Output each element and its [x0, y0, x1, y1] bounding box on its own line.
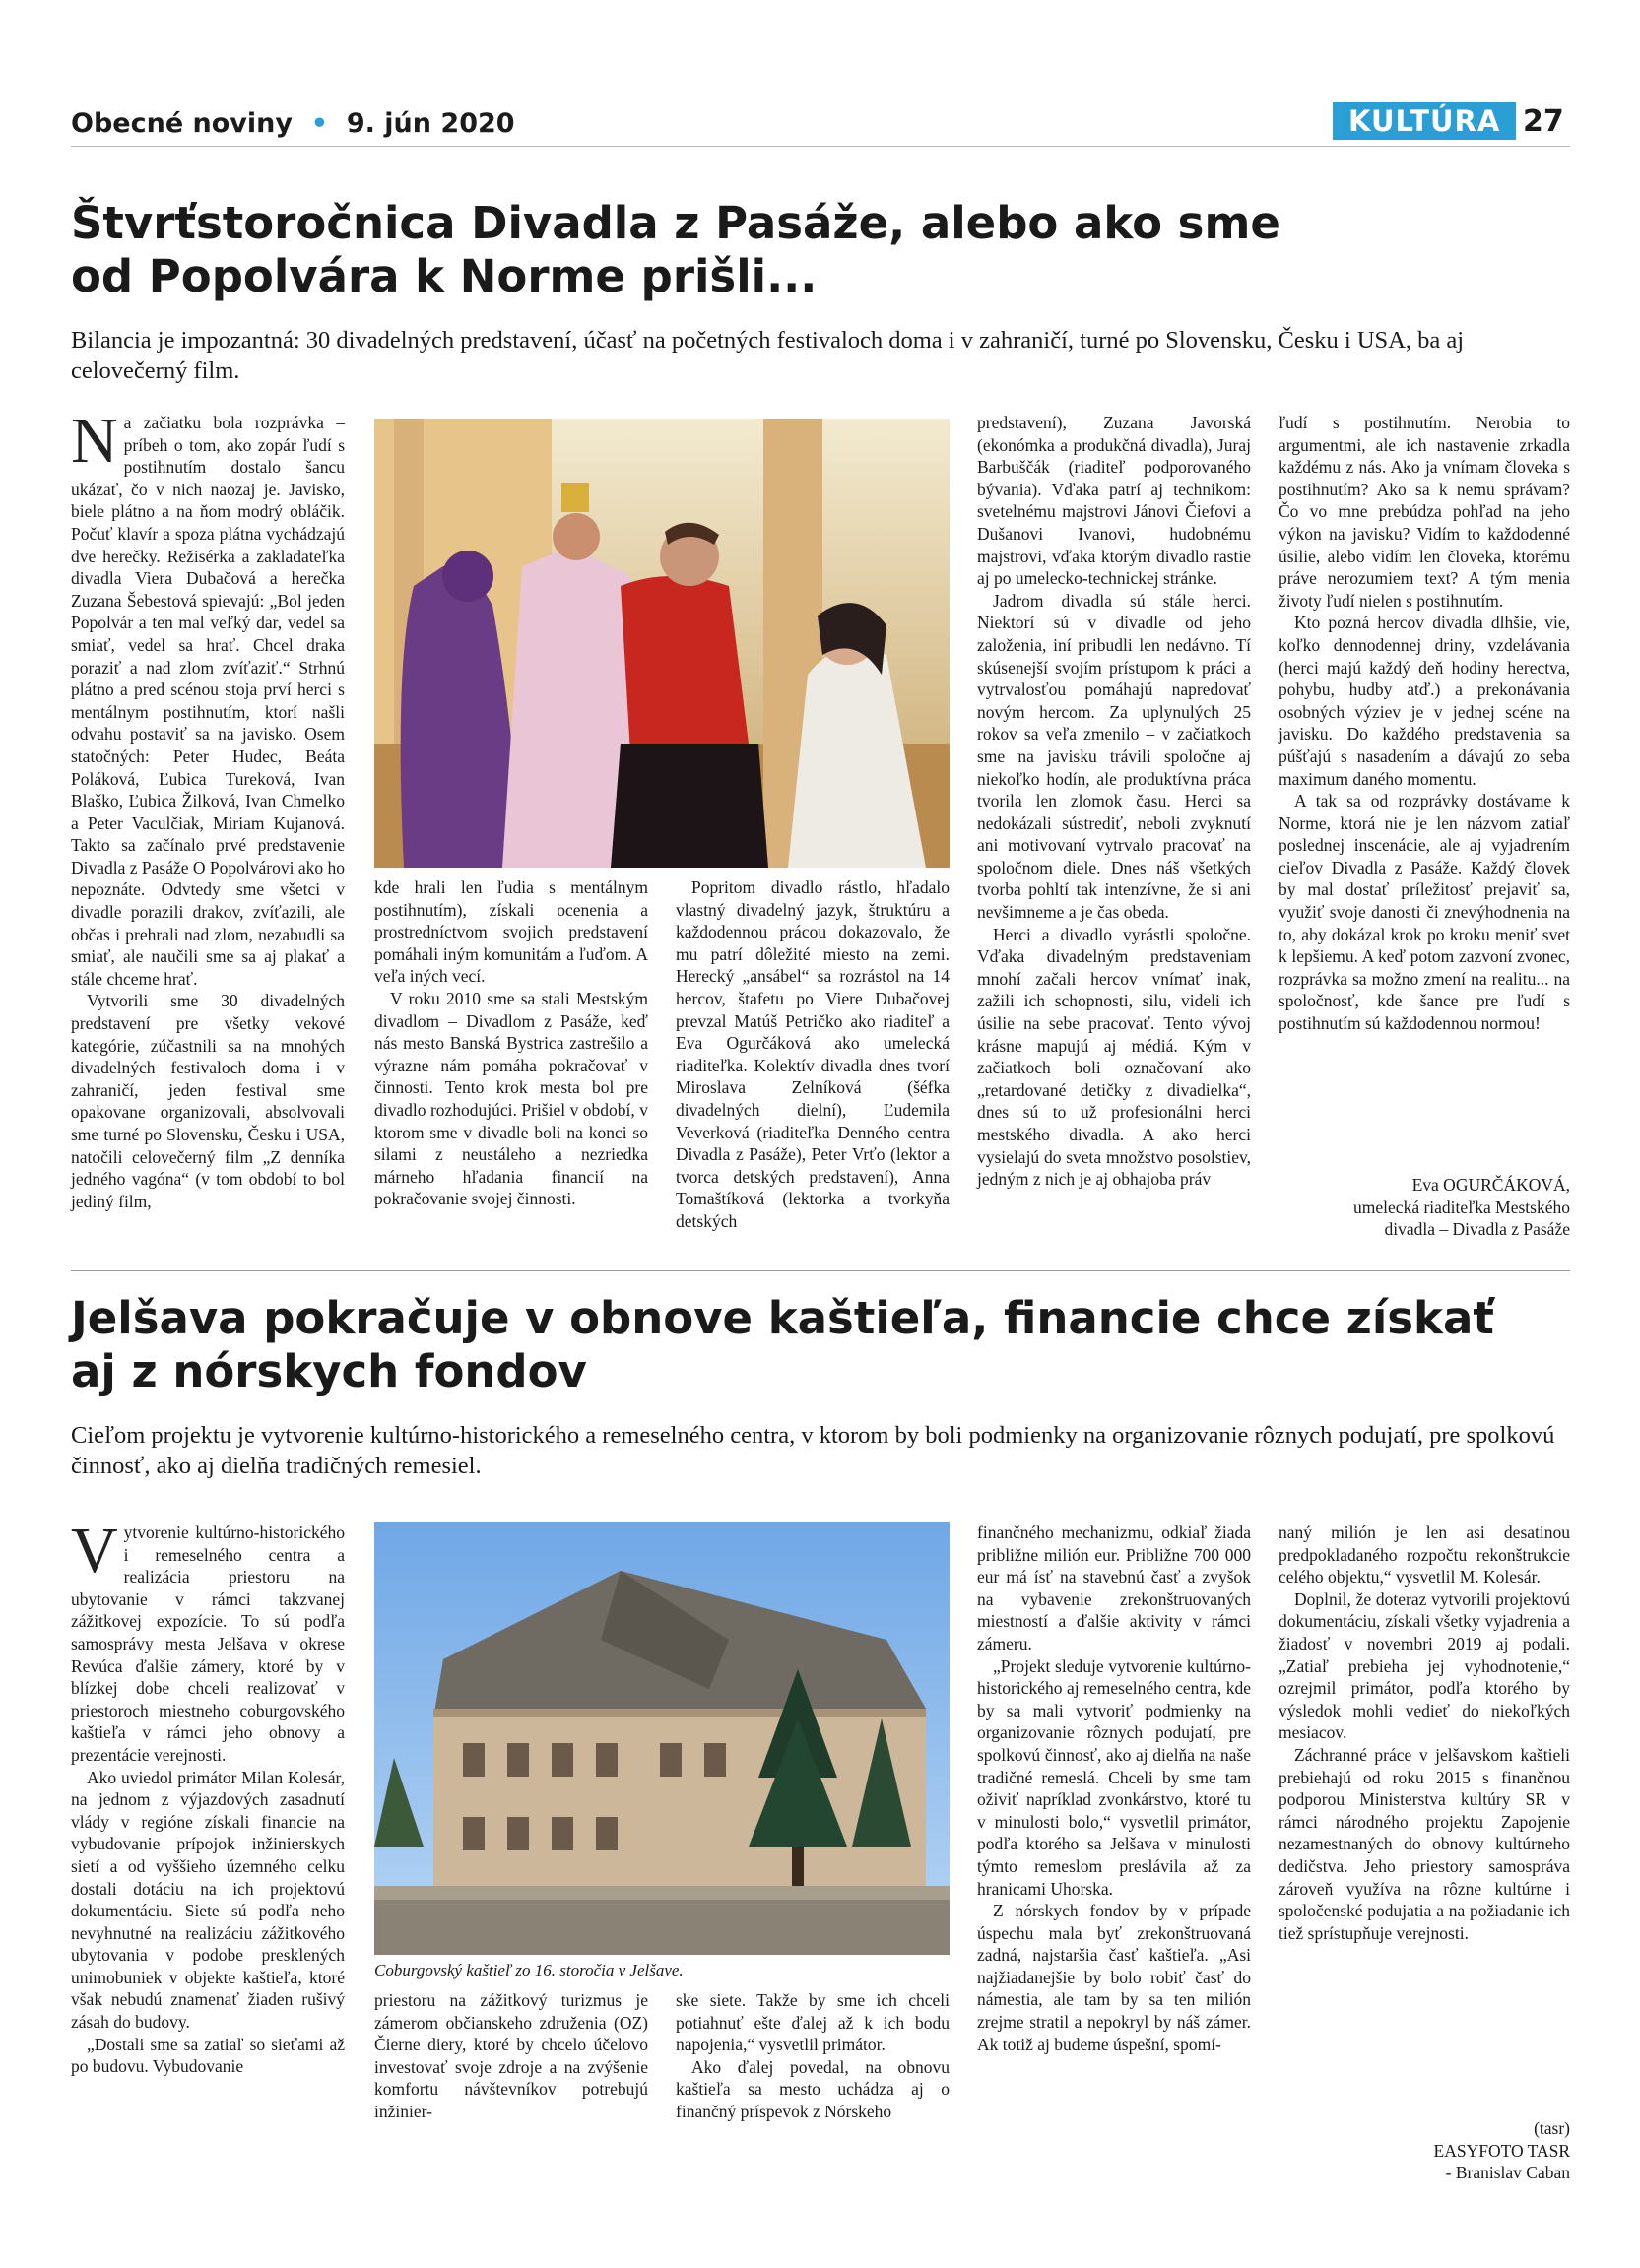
article2-signature: [1279, 2117, 1570, 2184]
paragraph: Popritom divadlo rástlo, hľadalo vlastný divadelný jazyk, štruktúru a každodennou prácou dokazovalo, že mu patrí dôležité miesto na zemi. Herecký „ansábel“ sa rozrástol na 14 hercov, štafetu po Viere Dubačovej prevzal Matúš Petričko ako riaditeľ a Eva Ogurčáková ako umelecká riaditeľka. Kolektív divadla dnes tvorí Miroslava Zelníková (šéfka divadelných dielní), Ľudemila Veverková (riaditeľka Denného centra Divadla z Pasáže), Peter Vrťo (lektor a tvorca detských predstavení), Anna Tomaštíková (lektorka a tvorkyňa detských: [676, 877, 950, 1231]
page-number: 27: [1523, 104, 1564, 139]
separator-dot: •: [301, 108, 338, 139]
paragraph: ytvorenie kultúrno-historického i remeselného centra a realizácia priestoru na ubytovanie v rámci takzvanej zážitkovej expozície. To sú podľa samosprávy mesta Jelšava v okrese Revúca ďalšie zámery, ktoré by v blízkej dobe chceli realizovať v priestoroch miestneho coburgovského kaštieľa v rámci jeho obnovy a prezentácie verejnosti.: [71, 1523, 345, 1765]
paragraph: Ako ďalej povedal, na obnovu kaštieľa sa mesto uchádza aj o finančný príspevok z Nórskeho: [676, 2056, 950, 2121]
article2-lead: Cieľom projektu je vytvorenie kultúrno-historického a remeselného centra, v ktorom by boli podmienky na organizovanie rôznych podujatí, pre spolkovú činnosť, ako aj dielňa tradičných remesiel.: [71, 1422, 1555, 1479]
photo-credit: EASYFOTO TASR: [1433, 2140, 1570, 2161]
author-role: umelecká riaditeľka Mestského: [1353, 1197, 1570, 1217]
paragraph: Záchranné práce v jelšavskom kaštieli prebiehajú od roku 2015 s finančnou podporou Ministerstva kultúry SR v rámci národného projektu Zapojenie nezamestnaných do obnovy kultúrneho dedičstva. Jeho priestory samospráva zároveň využíva na rôzne kultúrne i spoločenské podujatia a na požiadanie ich tiež sprístupňuje verejnosti.: [1279, 1744, 1570, 1943]
paragraph: Vytvorili sme 30 divadelných predstavení pre všetky vekové kategórie, zúčastnili sa na mnohých divadelných festivaloch doma i v zahraničí, jeden festival sme opakovane organizovali, absolvovali sme turné po Slovensku, Česku i USA, natočili celovečerný film „Z denníka jedného vagóna“ (v tom období to bol jediný film,: [71, 991, 345, 1211]
paragraph: Jadrom divadla sú stále herci. Niektorí sú v divadle od jeho založenia, iní pribudli len nedávno. Tí skúsenejší svojím prístupom k práci a vytrvalosťou pomáhajú napredovať novým hercom. Za uplynulých 25 rokov sa veľa zmenilo – v začiatkoch sme na javisku trávili spoločne aj niekoľko hodín, ale produktívna práca tvorila len zlomok času. Herci sa nedokázali sústrediť, neboli zvyknutí ani motivovaní vytrvalo pracovať na spoločnom diele. Dnes náš všetkých tvorba pohltí tak intenzívne, že si ani nevšimneme a je čas obeda.: [977, 590, 1251, 923]
article2-column-4: [977, 1522, 1251, 2055]
article1-title: Štvrťstoročnica Divadla z Pasáže, alebo ako sme od Popolvára k Norme prišli...: [71, 197, 1280, 302]
theatre-photo: [374, 419, 950, 868]
article2-drop-cap: V: [71, 1515, 118, 1587]
paragraph: V roku 2010 sme sa stali Mestským divadlom – Divadlom z Pasáže, keď nás mesto Banská Bystrica zastrešilo a výrazne nám pomáha pokračovať v činnosti. Tento krok mesta bol pre divadlo rozhodujúci. Prišiel v období, v ktorom sme v divadle boli na konci so silami z neustáleho a nezriedka márneho hľadania financií na pokračovanie svojej činnosti.: [374, 988, 648, 1209]
photographer-name: - Branislav Caban: [1445, 2163, 1570, 2183]
article1-column-3: [676, 876, 950, 1233]
paragraph: priestoru na zážitkový turizmus je zámerom občianskeho združenia (OZ) Čierne diery, ktoré by chcelo účelovo investovať svoje zdroje a na zvýšenie komfortu návštevníkov potrebujú inžinier-: [374, 1990, 648, 2121]
article2-column-3: [676, 1989, 950, 2123]
article1-column-5: [1279, 412, 1570, 1035]
paragraph: ľudí s postihnutím. Nerobia to argumentmi, ale ich nastavenie zrkadla každému z nás. Ako ja vnímam človeka s postihnutím? Ako sa k nemu správam? Čo vo mne prebúdza pohľad na jeho výkon na javisku? Vidím to každodenné úsilie, alebo vidím len človeka, ktorému práve nerozumiem text? A tým menia životy ľudí nielen s postihnutím.: [1279, 413, 1570, 611]
header-rule: [71, 146, 1570, 147]
paragraph: naný milión je len asi desatinou predpokladaného rozpočtu rekonštrukcie celého objektu,“ vysvetlil M. Kolesár.: [1279, 1523, 1570, 1588]
paragraph: finančného mechanizmu, odkiaľ žiada približne milión eur. Približne 700 000 eur má ísť na stavebnú časť a zvyšok na vybavenie zrekonštruovaných miestností a ďalšie aktivity v rámci zámeru.: [977, 1523, 1251, 1653]
paragraph: Kto pozná hercov divadla dlhšie, vie, koľko dennodennej driny, vzdelávania (herci majú každý deň hodiny herectva, pohybu, hudby atď.) a prekonávania osobných výziev je v jednej scéne na javisku. Do každého predstavenia sa púšťajú s nasadením a dávajú zo seba maximum daného momentu.: [1279, 613, 1570, 789]
paragraph: kde hrali len ľudia s mentálnym postihnutím), získali ocenenia a prostredníctvom svojich predstavení pomáhali iným komunitám a ľuďom. A veľa iných vecí.: [374, 877, 648, 987]
article1-signature: [1279, 1174, 1570, 1241]
paragraph: Z nórskych fondov by v prípade úspechu mala byť zrekonštruovaná zadná, najstaršia časť kaštieľa. „Asi najžiadanejšie by bolo robiť časť do námestia, ale tam by sa ten milión zrejme stratil a nepokryl by náš zámer. Ak totiž aj budeme úspešní, spomí-: [977, 1901, 1251, 2054]
section-label: KULTÚRA: [1333, 102, 1516, 140]
paragraph: „Dostali sme sa zatiaľ so sieťami až po budovu. Vybudovanie: [71, 2034, 345, 2077]
author-organization: divadla – Divadla z Pasáže: [1384, 1219, 1570, 1240]
article1-column-1: [71, 405, 345, 1212]
article1-drop-cap: N: [71, 405, 118, 477]
article1-column-2: [374, 876, 648, 1210]
paragraph: Doplnil, že doteraz vytvorili projektovú dokumentáciu, získali všetky vyjadrenia a žiadosť v novembri 2019 aj podali. „Zatiaľ prebieha jej vyhodnotenie,“ ozrejmil primátor, podľa ktorého by výsledok mohli vedieť do niekoľkých mesiacov.: [1279, 1588, 1570, 1743]
theatre-photo-image: [374, 419, 950, 868]
article2-title: Jelšava pokračuje v obnove kaštieľa, financie chce získať aj z nórskych fondov: [71, 1292, 1494, 1397]
article2-column-1: [71, 1515, 345, 2078]
article2-column-5: [1279, 1522, 1570, 1944]
paragraph: ske siete. Takže by sme ich chceli potiahnuť ešte ďalej až k ich bodu napojenia,“ vysvetlil primátor.: [676, 1990, 950, 2055]
paper-name: Obecné noviny: [71, 108, 293, 139]
paragraph: „Projekt sleduje vytvorenie kultúrno-historického aj remeselného centra, kde by sa mali vytvoriť podmienky na organizovanie rôznych podujatí, pre spolkovú činnosť, ako aj dielňa na naše tradičné remeslá. Chceli by sme tam oživiť napríklad zvonkárstvo, ktoré tu v minulosti bolo,“ vysvetlil primátor, podľa ktorého sa Jelšava v minulosti týmto remeslom preslávila až za hranicami Uhorska.: [977, 1655, 1251, 1899]
issue-date: 9. jún 2020: [346, 108, 515, 139]
article-divider: [71, 1270, 1570, 1271]
masthead: [71, 108, 515, 139]
paragraph: A tak sa od rozprávky dostávame k Norme, ktorá nie je len názvom zatiaľ poslednej inscenácie, ale aj vyjadrením cieľov Divadla z Pasáže. Každý človek by mal dostať príležitosť prejaviť sa, využiť svoje danosti či znevýhodnenia na to, aby dokázal krok po kroku meniť svet k lepšiemu. A keď potom zazvoní zvonec, rozprávka sa možno zmení na realitu... na spoločnosť, kde šance pre ľudí s postihnutím sú každodennou normou!: [1279, 791, 1570, 1034]
article1-lead: Bilancia je impozantná: 30 divadelných predstavení, účasť na početných festivaloch doma i v zahraničí, turné po Slovensku, Česku i USA, ba aj celovečerný film.: [71, 327, 1465, 384]
article2-column-2: [374, 1989, 648, 2123]
manor-photo: [374, 1522, 950, 1955]
paragraph: Herci a divadlo vyrástli spoločne. Vďaka divadelným predstaveniam mnohí začali hercov vnímať inak, zažili ich schopnosti, silu, videli ich úsilie na sebe pracovať. Tento vývoj krásne mapujú aj médiá. Kým v začiatkoch boli označovaní ako „retardované detičky z divadielka“, dnes sú to už profesionálni herci mestského divadla. A ako herci vysielajú do sveta množstvo posolstiev, jedným z nich je aj obhajoba práv: [977, 924, 1251, 1190]
paragraph: a začiatku bola rozprávka – príbeh o tom, ako zopár ľudí s postihnutím dostalo šancu ukázať, čo v nich naozaj je. Javisko, biele plátno a na ňom modrý obláčik. Počuť klavír a spoza plátna vychádzajú dve herečky. Režisérka a zakladateľka divadla Viera Dubačová a herečka Zuzana Šebestová spievajú: „Bol jeden Popolvár a ten mal veľký dar, vedel sa smiať, vedel sa hrať. Chcel draka poraziť a nad zlom zvíťaziť.“ Strhnú plátno a pred scénou stoja prví herci s mentálnym postihnutím, ktorí našli odvahu postaviť sa na javisko. Osem statočných: Peter Hudec, Beáta Poláková, Ľubica Tureková, Ivan Blaško, Ľubica Žilková, Ivan Chmelko a Peter Vaculčiak, Miriam Kujanová. Takto sa začínalo prvé predstavenie Divadla z Pasáže O Popolvárovi ako ho nepoznáte. Odvtedy sme všetci v divadle porazili drakov, zvíťazili, ale občas i prehrali nad zlom, nezabudli sa smiať, ale naučili sme sa aj plakať a stále chceme hrať.: [71, 413, 345, 989]
author-name: Eva OGURČÁKOVÁ,: [1411, 1175, 1570, 1195]
manor-photo-caption: Coburgovský kaštieľ zo 16. storočia v Jelšave.: [374, 1961, 684, 1979]
article1-column-4: [977, 412, 1251, 1191]
agency-credit: (tasr): [1534, 2118, 1570, 2138]
paragraph: Ako uviedol primátor Milan Kolesár, na jednom z výjazdových zasadnutí vlády v regióne získali financie na vybudovanie prípojok inžinierskych sietí a od vyššieho územného celku dostali dotáciu na ich projektovú dokumentáciu. Siete sú podľa neho nevyhnutné na realizáciu zážitkového ubytovania v podobe presklených unimobuniek v objekte kaštieľa, ktoré však nebudú znamenať žiaden rušivý zásah do budovy.: [71, 1767, 345, 2033]
manor-photo-image: [374, 1522, 950, 1955]
paragraph: predstavení), Zuzana Javorská (ekonómka a produkčná divadla), Juraj Barbuščák (riaditeľ podporovaného bývania). Vďaka patrí aj technikom: svetelnému majstrovi Jánovi Čiefovi a Dušanovi Ivanovi, hudobnému majstrovi, vďaka ktorým divadlo rastie aj po umelecko-technickej stránke.: [977, 413, 1251, 589]
